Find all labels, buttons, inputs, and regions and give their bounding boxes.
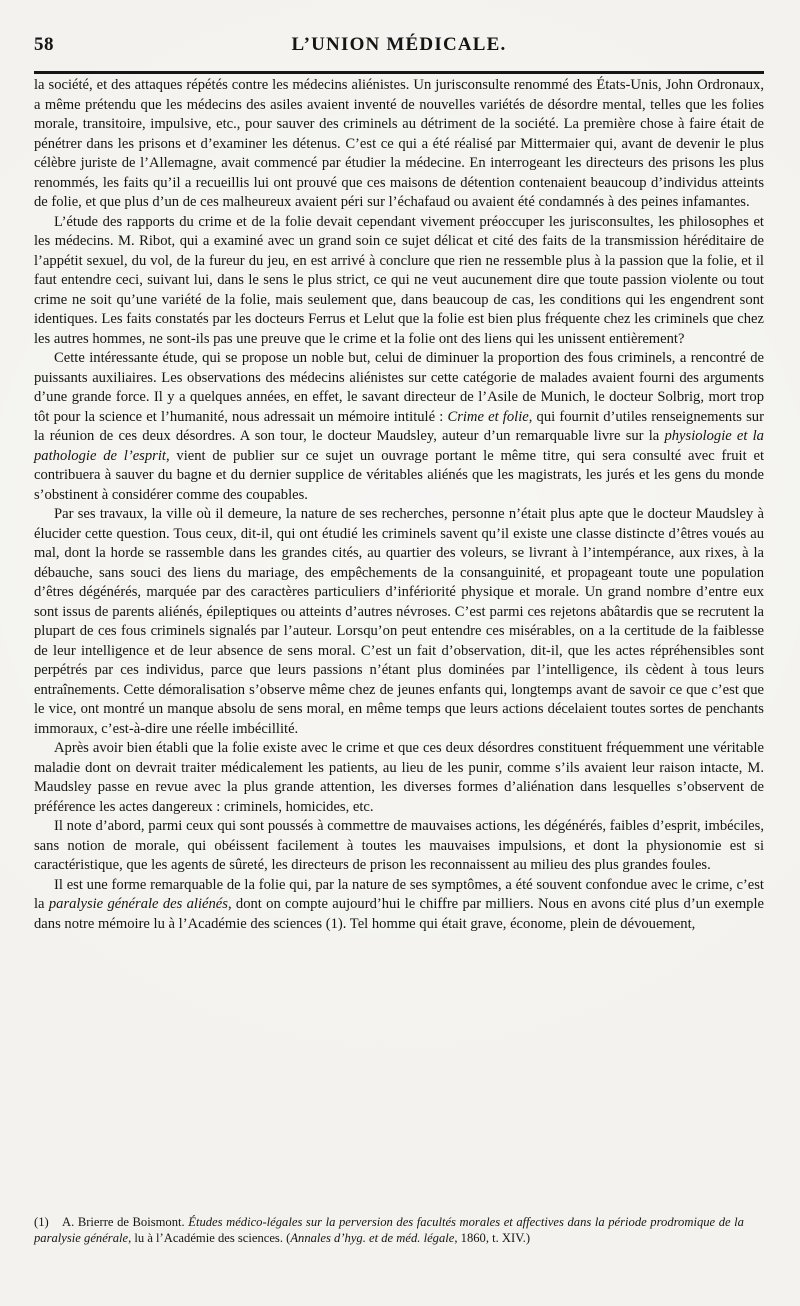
footnote-journal-title: Annales d’hyg. et de méd. légale: [290, 1231, 455, 1245]
paragraph-7-text-end: , dont on compte aujourd’hui le chiffre par milliers. Nous en avons cité plus d’un exemple dans notre mémoire lu à l’Académie des sciences (1). Tel homme qui était grave, économe, plein de dévouement,: [34, 896, 765, 932]
paragraph-6: Il note d’abord, parmi ceux qui sont poussés à commettre de mauvaises actions, les dégénérés, faibles d’esprit, imbéciles, sans notion de morale, qui obéissent facilement à toutes les mauvaises impulsions, et dont la physionomie est si caractéristique, que les agents de sûreté, les directeurs de prison les reconnaissent au milieu des plus grandes foules.: [34, 818, 764, 873]
paragraph-3-text-start: Cette intéressante étude, qui se propose un noble but, celui de diminuer la proportion des fous criminels, a rencontré de puissants auxiliaires. Les observations des médecins aliénistes sur cette catégorie de malades avaient fourni des arguments d’une grande force. Il y a quelques années, en effet, le savant directeur de l’Asile de Munich, le docteur Solbrig, mort trop tôt pour la science et l’humanité, nous adressait un mémoire intitulé :: [34, 350, 764, 425]
paragraph-7: [34, 876, 764, 935]
disease-name-italic: paralysie générale des aliénés: [48, 896, 228, 912]
book-title-crime-et-folie: Crime et folie: [447, 408, 529, 425]
footnote-author: A. Brierre de Boismont.: [62, 1215, 189, 1229]
page-header: [34, 34, 764, 62]
journal-title: L’UNION MÉDICALE.: [291, 34, 507, 55]
paragraph-2: L’étude des rapports du crime et de la folie devait cependant vivement préoccuper les jurisconsultes, les philosophes et les médecins. M. Ribot, qui a examiné avec un grand soin ce sujet délicat et cité des faits de la transmission héréditaire de l’appétit sexuel, du vol, de la fureur du jeu, en est arrivé à conclure que rien ne ressemble plus à la passion que la folie, et il faut entendre ceci, suivant lui, dans le sens le plus strict, ce qui ne veut aucunement dire que toute passion violente ou tout crime ne soit qu’une variété de la folie, mais seulement que, dans beaucoup de cas, les conditions qui les engendrent sont identiques. Les faits constatés par les docteurs Ferrus et Lelut que la folie est bien plus fréquente chez les criminels que chez les autres hommes, ne sont-ils pas une preuve que le crime et la folie ont des liens qui les unissent entièrement?: [34, 213, 764, 347]
header-rule: [34, 71, 764, 74]
paragraph-1: la société, et des attaques répétés contre les médecins aliénistes. Un jurisconsulte renommé des États-Unis, John Ordronaux, a même prétendu que les médecins des asiles avaient inventé de nouvelles variétés de désordre mental, telles que les folies morale, transitoire, impulsive, etc., pour sauver des criminels au détriment de la société. La première chose à faire était de pénétrer dans les prisons et d’examiner les détenus. C’est ce qui a été réalisé par Mittermaier qui, avant de devenir le plus célèbre juriste de l’Allemagne, avait commencé par étudier la médecine. En interrogeant les directeurs des prisons les plus renommés, les faits qu’il a recueillis lui ont prouvé que ces maisons de détention contenaient beaucoup d’individus atteints de folie, et que plus d’un de ces malheureux avaient péri sur l’échafaud ou avaient été condamnés à des peines infamantes.: [34, 77, 764, 210]
article-body: [34, 76, 764, 934]
book-title-physiologie: physiologie et la pathologie de l’esprit: [34, 428, 764, 464]
paragraph-3-text-end: , vient de publier sur ce sujet un ouvrage portant le même titre, qui sera consulté avec fruit et contribuera à sauver du bagne et du dernier supplice de véritables aliénés que les magistrats, les jurés et les gens du monde s’obstinent à considérer comme des coupables.: [34, 447, 764, 503]
footnote-study-title: Études médico-légales sur la perversion des facultés morales et affectives dans la période prodromique de la paralysie générale: [34, 1215, 744, 1245]
footnote-marker: (1): [34, 1215, 49, 1229]
footnote-text-middle: , lu à l’Académie des sciences. (: [128, 1231, 291, 1245]
paragraph-7-text-start: Il est une forme remarquable de la folie qui, par la nature de ses symptômes, a été souvent confondue avec le crime, c’est la: [34, 876, 764, 912]
paragraph-3: [34, 349, 764, 505]
footnote: [34, 1214, 744, 1246]
page-number: 58: [34, 34, 54, 55]
paragraph-4: Par ses travaux, la ville où il demeure, la nature de ses recherches, personne n’était plus apte que le docteur Maudsley à élucider cette question. Tous ceux, dit-il, qui ont étudié les criminels savent qu’il existe une classe distincte d’êtres voués au mal, dont la horde se rassemble dans les grandes cités, au quartier des voleurs, se livrant à l’intempérance, aux rixes, à la débauche, sans souci des liens du mariage, des empêchements de la consanguinité, et propageant toute une population d’êtres dégénérés, marquée par des caractères particuliers d’infériorité physique et morale. Un grand nombre d’entre eux sont issus de parents aliénés, épileptiques ou atteints d’autres névroses. C’est parmi ces rejetons abâtardis que se recrutent la plupart de ces fous criminels signalés par l’auteur. Lorsqu’on peut entendre ces misérables, on a la certitude de la faiblesse de leur intelligence et de leur absence de sens moral. C’est un fait d’observation, dit-il, que les actes répréhensibles sont perpétrés par ces individus, parce que leurs passions n’étant plus dominées par l’intelligence, ils cèdent à tous leurs entraînements. Cette démoralisation s’observe même chez de jeunes enfants qui, longtemps avant de savoir ce que c’est que le vice, ont montré un manque absolu de sens moral, en même temps que leurs actions décelaient toutes sortes de penchants immoraux, c’est-à-dire une réelle imbécillité.: [34, 506, 764, 737]
footnote-text-end: , 1860, t. XIV.): [454, 1231, 531, 1245]
paragraph-5: Après avoir bien établi que la folie existe avec le crime et que ces deux désordres constituent fréquemment une véritable maladie dont on devrait traiter médicalement les patients, au lieu de les punir, comme s’ils avaient leur raison intacte, M. Maudsley passe en revue avec la plus grande attention, les diverses formes d’aliénation dans lesquelles s’observent de préférence les actes dangereux : criminels, homicides, etc.: [34, 740, 764, 815]
paragraph-3-text-middle: , qui fournit d’utiles renseignements sur la réunion de ces deux désordres. A son tour, le docteur Maudsley, auteur d’un remarquable livre sur la: [34, 408, 764, 444]
